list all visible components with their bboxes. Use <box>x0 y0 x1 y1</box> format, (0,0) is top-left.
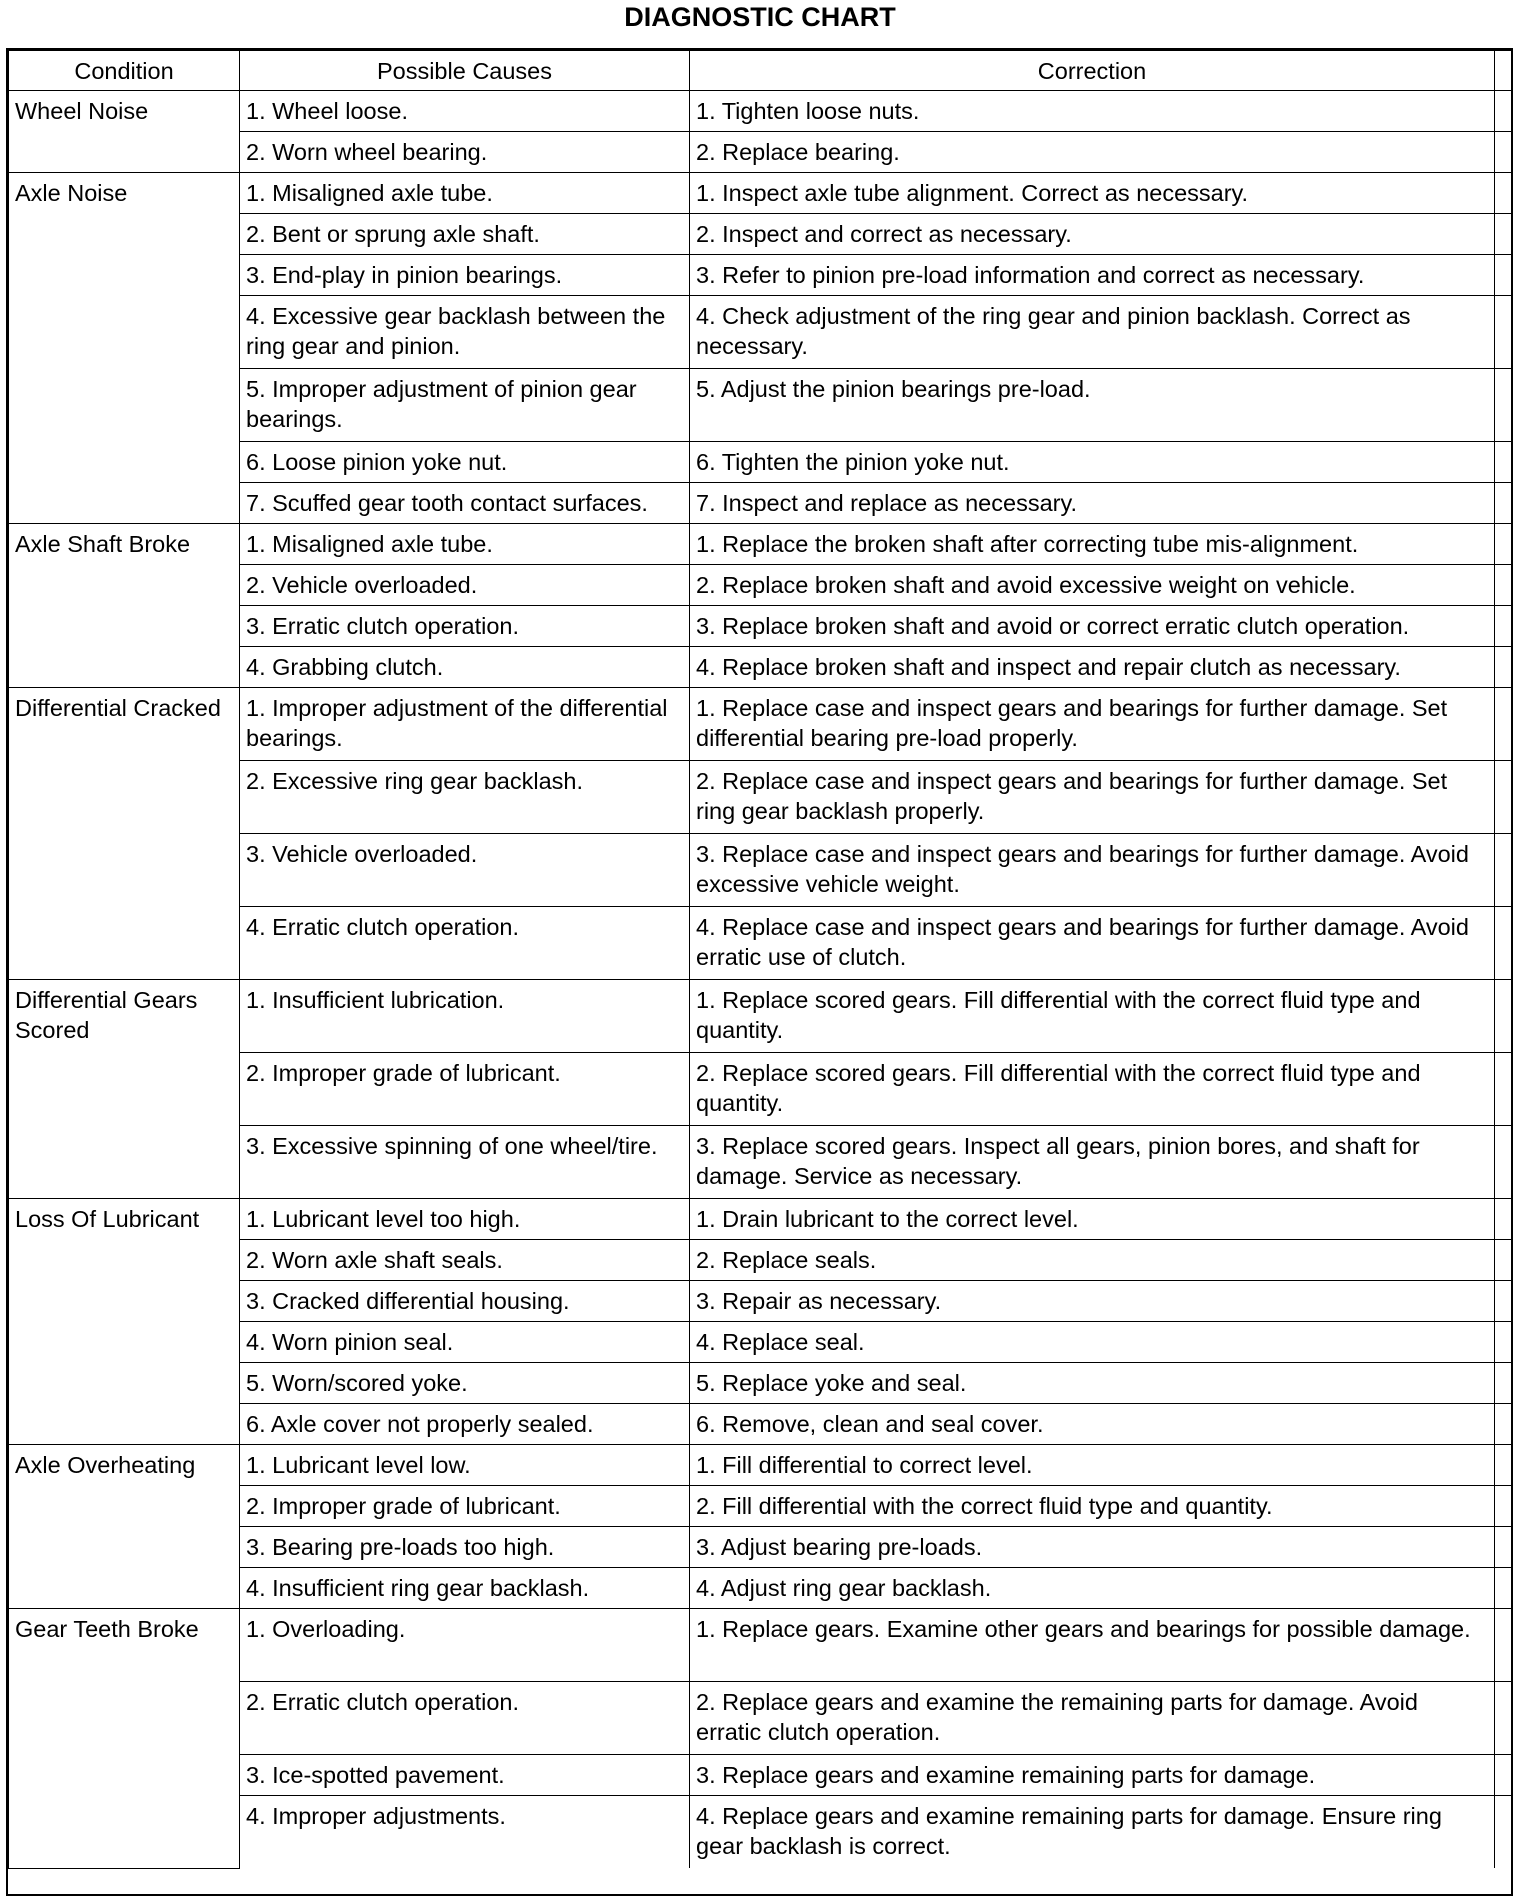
table-row <box>9 688 1512 761</box>
correction-cell: 2. Replace case and inspect gears and bearings for further damage. Set ring gear backlash properly. <box>690 761 1495 834</box>
condition-cell: Gear Teeth Broke <box>9 1609 240 1869</box>
column-header-condition: Condition <box>9 51 240 91</box>
table-body <box>9 91 1512 1869</box>
possible-cause-cell: 2. Worn wheel bearing. <box>240 132 690 173</box>
margin-cell <box>1495 132 1512 173</box>
condition-cell: Differential Gears Scored <box>9 980 240 1199</box>
correction-cell: 1. Replace case and inspect gears and bearings for further damage. Set differential bearing pre-load properly. <box>690 688 1495 761</box>
correction-cell: 2. Replace seals. <box>690 1240 1495 1281</box>
correction-cell: 1. Replace scored gears. Fill differential with the correct fluid type and quantity. <box>690 980 1495 1053</box>
possible-cause-cell: 1. Misaligned axle tube. <box>240 173 690 214</box>
correction-cell: 4. Replace broken shaft and inspect and repair clutch as necessary. <box>690 647 1495 688</box>
correction-cell: 2. Fill differential with the correct fluid type and quantity. <box>690 1486 1495 1527</box>
diagnostic-table <box>6 48 1513 1896</box>
table-header-row <box>9 51 1512 91</box>
table-row <box>9 91 1512 132</box>
correction-cell: 2. Replace gears and examine the remaining parts for damage. Avoid erratic clutch operation. <box>690 1682 1495 1755</box>
possible-cause-cell: 3. End-play in pinion bearings. <box>240 255 690 296</box>
margin-cell <box>1495 834 1512 907</box>
table-row <box>9 1199 1512 1240</box>
possible-cause-cell: 1. Misaligned axle tube. <box>240 524 690 565</box>
correction-cell: 6. Tighten the pinion yoke nut. <box>690 442 1495 483</box>
correction-cell: 7. Inspect and replace as necessary. <box>690 483 1495 524</box>
margin-cell <box>1495 688 1512 761</box>
margin-cell <box>1495 214 1512 255</box>
possible-cause-cell: 4. Erratic clutch operation. <box>240 907 690 980</box>
table-row <box>9 1609 1512 1682</box>
correction-cell: 3. Replace case and inspect gears and bearings for further damage. Avoid excessive vehicle weight. <box>690 834 1495 907</box>
condition-cell: Axle Noise <box>9 173 240 524</box>
possible-cause-cell: 4. Worn pinion seal. <box>240 1322 690 1363</box>
correction-cell: 2. Replace bearing. <box>690 132 1495 173</box>
possible-cause-cell: 1. Lubricant level too high. <box>240 1199 690 1240</box>
margin-cell <box>1495 647 1512 688</box>
condition-cell: Axle Shaft Broke <box>9 524 240 688</box>
condition-cell: Loss Of Lubricant <box>9 1199 240 1445</box>
margin-cell <box>1495 1281 1512 1322</box>
margin-cell <box>1495 907 1512 980</box>
possible-cause-cell: 1. Overloading. <box>240 1609 690 1682</box>
table-row <box>9 173 1512 214</box>
possible-cause-cell: 2. Bent or sprung axle shaft. <box>240 214 690 255</box>
correction-cell: 4. Check adjustment of the ring gear and pinion backlash. Correct as necessary. <box>690 296 1495 369</box>
margin-cell <box>1495 1445 1512 1486</box>
correction-cell: 3. Replace scored gears. Inspect all gears, pinion bores, and shaft for damage. Service as necessary. <box>690 1126 1495 1199</box>
possible-cause-cell: 5. Worn/scored yoke. <box>240 1363 690 1404</box>
possible-cause-cell: 2. Worn axle shaft seals. <box>240 1240 690 1281</box>
margin-cell <box>1495 483 1512 524</box>
possible-cause-cell: 2. Excessive ring gear backlash. <box>240 761 690 834</box>
possible-cause-cell: 4. Improper adjustments. <box>240 1796 690 1869</box>
condition-cell: Differential Cracked <box>9 688 240 980</box>
possible-cause-cell: 3. Bearing pre-loads too high. <box>240 1527 690 1568</box>
correction-cell: 1. Drain lubricant to the correct level. <box>690 1199 1495 1240</box>
condition-cell: Wheel Noise <box>9 91 240 173</box>
margin-cell <box>1495 1363 1512 1404</box>
possible-cause-cell: 1. Wheel loose. <box>240 91 690 132</box>
margin-cell <box>1495 1322 1512 1363</box>
possible-cause-cell: 2. Improper grade of lubricant. <box>240 1053 690 1126</box>
correction-cell: 3. Repair as necessary. <box>690 1281 1495 1322</box>
column-header-possible-causes: Possible Causes <box>240 51 690 91</box>
margin-cell <box>1495 980 1512 1053</box>
correction-cell: 4. Replace gears and examine remaining parts for damage. Ensure ring gear backlash is correct. <box>690 1796 1495 1869</box>
correction-cell: 2. Replace scored gears. Fill differential with the correct fluid type and quantity. <box>690 1053 1495 1126</box>
diagnostic-table-grid <box>8 50 1512 1869</box>
margin-cell <box>1495 1755 1512 1796</box>
column-header-margin <box>1495 51 1512 91</box>
correction-cell: 1. Tighten loose nuts. <box>690 91 1495 132</box>
possible-cause-cell: 3. Cracked differential housing. <box>240 1281 690 1322</box>
possible-cause-cell: 4. Excessive gear backlash between the ring gear and pinion. <box>240 296 690 369</box>
correction-cell: 1. Fill differential to correct level. <box>690 1445 1495 1486</box>
possible-cause-cell: 6. Loose pinion yoke nut. <box>240 442 690 483</box>
margin-cell <box>1495 1609 1512 1682</box>
correction-cell: 1. Inspect axle tube alignment. Correct as necessary. <box>690 173 1495 214</box>
possible-cause-cell: 4. Grabbing clutch. <box>240 647 690 688</box>
correction-cell: 3. Replace broken shaft and avoid or correct erratic clutch operation. <box>690 606 1495 647</box>
possible-cause-cell: 3. Vehicle overloaded. <box>240 834 690 907</box>
table-row <box>9 980 1512 1053</box>
margin-cell <box>1495 91 1512 132</box>
condition-cell: Axle Overheating <box>9 1445 240 1609</box>
correction-cell: 5. Adjust the pinion bearings pre-load. <box>690 369 1495 442</box>
margin-cell <box>1495 1568 1512 1609</box>
margin-cell <box>1495 1486 1512 1527</box>
possible-cause-cell: 2. Erratic clutch operation. <box>240 1682 690 1755</box>
correction-cell: 6. Remove, clean and seal cover. <box>690 1404 1495 1445</box>
margin-cell <box>1495 296 1512 369</box>
possible-cause-cell: 3. Ice-spotted pavement. <box>240 1755 690 1796</box>
margin-cell <box>1495 606 1512 647</box>
margin-cell <box>1495 524 1512 565</box>
possible-cause-cell: 7. Scuffed gear tooth contact surfaces. <box>240 483 690 524</box>
correction-cell: 4. Replace seal. <box>690 1322 1495 1363</box>
margin-cell <box>1495 173 1512 214</box>
possible-cause-cell: 3. Erratic clutch operation. <box>240 606 690 647</box>
margin-cell <box>1495 761 1512 834</box>
margin-cell <box>1495 1682 1512 1755</box>
possible-cause-cell: 6. Axle cover not properly sealed. <box>240 1404 690 1445</box>
correction-cell: 5. Replace yoke and seal. <box>690 1363 1495 1404</box>
margin-cell <box>1495 1053 1512 1126</box>
margin-cell <box>1495 1240 1512 1281</box>
correction-cell: 3. Refer to pinion pre-load information and correct as necessary. <box>690 255 1495 296</box>
margin-cell <box>1495 1527 1512 1568</box>
table-row <box>9 1445 1512 1486</box>
possible-cause-cell: 1. Improper adjustment of the differential bearings. <box>240 688 690 761</box>
margin-cell <box>1495 565 1512 606</box>
correction-cell: 4. Replace case and inspect gears and bearings for further damage. Avoid erratic use of clutch. <box>690 907 1495 980</box>
page-title: DIAGNOSTIC CHART <box>624 2 896 32</box>
possible-cause-cell: 1. Lubricant level low. <box>240 1445 690 1486</box>
margin-cell <box>1495 1404 1512 1445</box>
possible-cause-cell: 2. Vehicle overloaded. <box>240 565 690 606</box>
margin-cell <box>1495 255 1512 296</box>
margin-cell <box>1495 1199 1512 1240</box>
correction-cell: 3. Replace gears and examine remaining parts for damage. <box>690 1755 1495 1796</box>
correction-cell: 1. Replace gears. Examine other gears and bearings for possible damage. <box>690 1609 1495 1682</box>
possible-cause-cell: 4. Insufficient ring gear backlash. <box>240 1568 690 1609</box>
column-header-correction: Correction <box>690 51 1495 91</box>
possible-cause-cell: 3. Excessive spinning of one wheel/tire. <box>240 1126 690 1199</box>
correction-cell: 1. Replace the broken shaft after correcting tube mis-alignment. <box>690 524 1495 565</box>
correction-cell: 3. Adjust bearing pre-loads. <box>690 1527 1495 1568</box>
possible-cause-cell: 2. Improper grade of lubricant. <box>240 1486 690 1527</box>
table-row <box>9 524 1512 565</box>
possible-cause-cell: 5. Improper adjustment of pinion gear bearings. <box>240 369 690 442</box>
correction-cell: 4. Adjust ring gear backlash. <box>690 1568 1495 1609</box>
margin-cell <box>1495 369 1512 442</box>
possible-cause-cell: 1. Insufficient lubrication. <box>240 980 690 1053</box>
margin-cell <box>1495 442 1512 483</box>
margin-cell <box>1495 1126 1512 1199</box>
correction-cell: 2. Inspect and correct as necessary. <box>690 214 1495 255</box>
margin-cell <box>1495 1796 1512 1869</box>
correction-cell: 2. Replace broken shaft and avoid excessive weight on vehicle. <box>690 565 1495 606</box>
